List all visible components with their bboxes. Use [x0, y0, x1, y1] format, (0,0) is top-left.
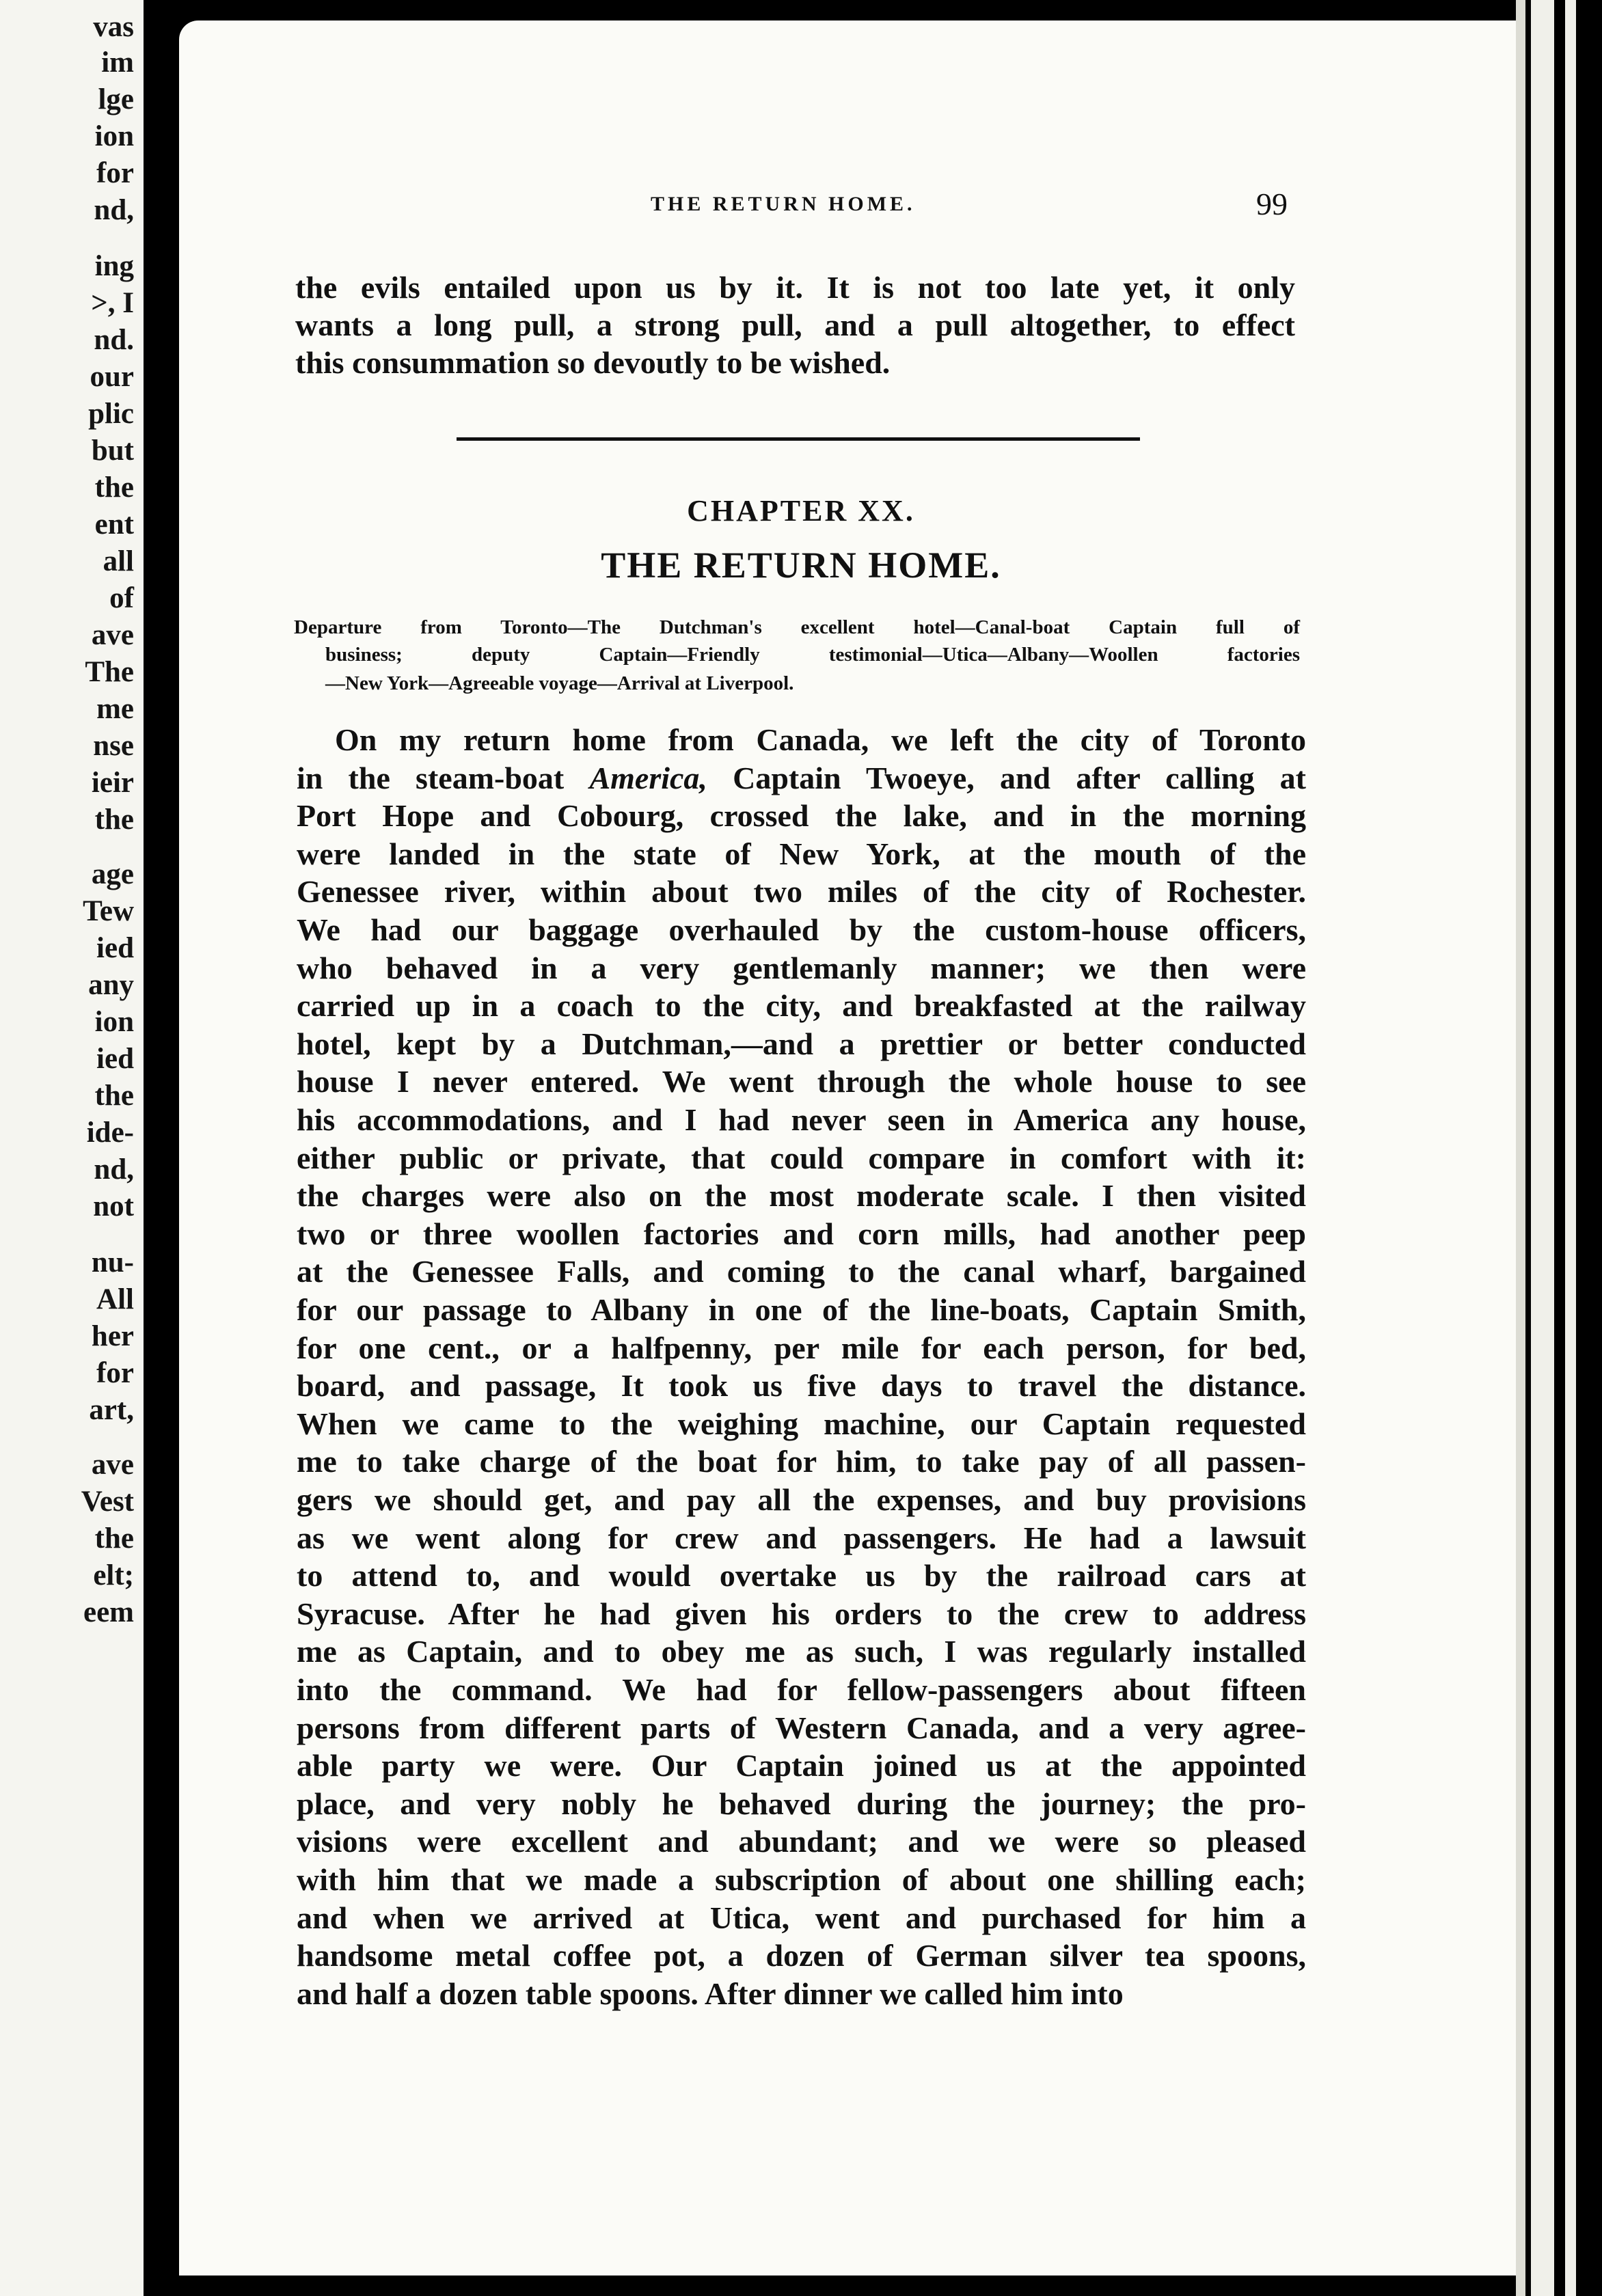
chapter-synopsis-line: Departure from Toronto—The Dutchman's excellent hotel—Canal-boat Captain full of [294, 616, 1300, 638]
body-line: were landed in the state of New York, at the mouth of the [297, 836, 1306, 871]
body-line: house I never entered. We went through the whole house to see [297, 1064, 1306, 1099]
section-divider [457, 437, 1140, 441]
body-line: into the command. We had for fellow-passengers about fifteen [297, 1672, 1306, 1707]
body-line: me as Captain, and to obey me as such, I was regularly installed [297, 1634, 1306, 1669]
body-line: me to take charge of the boat for him, to take pay of all passen- [297, 1444, 1306, 1479]
facing-page-fragment-text: all [103, 545, 134, 577]
page-edge [1516, 0, 1525, 2296]
body-line: who behaved in a very gentlemanly manner; we then were [297, 951, 1306, 985]
facing-page-fragment-text: lge [98, 83, 134, 115]
facing-page-fragment-text: ide- [86, 1117, 134, 1149]
facing-page-fragment-text: Vest [81, 1486, 134, 1518]
facing-page-fragment-text: the [94, 1080, 134, 1112]
body-line: two or three woollen factories and corn mills, had another peep [297, 1216, 1306, 1251]
facing-page-fragment-text: her [91, 1320, 134, 1352]
continuation-line: this consummation so devoutly to be wished. [295, 345, 891, 380]
body-line: the charges were also on the most moderate scale. I then visited [297, 1178, 1306, 1213]
facing-page-fragment-text: our [90, 361, 134, 393]
facing-page-fragment-text: nd, [94, 194, 134, 226]
body-line: place, and very nobly he behaved during the journey; the pro- [297, 1786, 1306, 1821]
facing-page-fragment-text: for [96, 1357, 134, 1389]
page-edge [1565, 0, 1576, 2296]
facing-page-fragment-text: ing [94, 250, 134, 282]
facing-page-fragment-text: the [94, 472, 134, 504]
facing-page-fragment-text: elt; [93, 1559, 134, 1591]
body-line: at the Genessee Falls, and coming to the canal wharf, bargained [297, 1254, 1306, 1289]
body-line [297, 763, 1306, 794]
continuation-line: wants a long pull, a strong pull, and a pull altogether, to effect [295, 308, 1295, 342]
chapter-synopsis-line: business; deputy Captain—Friendly testimonial—Utica—Albany—Woollen factories [325, 644, 1300, 666]
body-line: to attend to, and would overtake us by the railroad cars at [297, 1558, 1306, 1593]
page-edge [1531, 0, 1554, 2296]
facing-page-fragment-text: ent [94, 508, 134, 541]
facing-page-fragment-text: >, I [91, 287, 134, 319]
body-line: for our passage to Albany in one of the line-boats, Captain Smith, [297, 1292, 1306, 1327]
facing-page-fragment-text: ave [91, 619, 134, 651]
body-line: hotel, kept by a Dutchman,—and a prettier or better conducted [297, 1026, 1306, 1061]
facing-page-fragment-text: vas [93, 11, 134, 43]
facing-page-fragment-text: eem [83, 1596, 134, 1628]
body-line-text: Captain Twoeye, and after calling at [707, 761, 1306, 795]
body-line: On my return home from Canada, we left the city of Toronto [335, 722, 1306, 757]
body-line: visions were excellent and abundant; and we were so pleased [297, 1824, 1306, 1859]
body-line: with him that we made a subscription of about one shilling each; [297, 1862, 1306, 1897]
page-number: 99 [1256, 187, 1288, 221]
ship-name: America, [589, 761, 707, 795]
facing-page-fragment-text: ied [96, 1043, 134, 1075]
continuation-line: the evils entailed upon us by it. It is not too late yet, it only [295, 270, 1295, 305]
facing-page-fragment-text: All [96, 1283, 134, 1315]
facing-page-fragment-text: of [109, 582, 134, 614]
body-line: carried up in a coach to the city, and breakfasted at the railway [297, 988, 1306, 1023]
facing-page-fragment-text: nse [93, 730, 134, 762]
body-line: and half a dozen table spoons. After dinner we called him into [297, 1976, 1124, 2011]
body-line: We had our baggage overhauled by the custom-house officers, [297, 912, 1306, 947]
facing-page-fragment-text: any [88, 969, 134, 1001]
facing-page-fragment-text: the [94, 804, 134, 836]
facing-page-fragment-text: ion [94, 1006, 134, 1038]
body-line: Genessee river, within about two miles of the city of Rochester. [297, 874, 1306, 909]
facing-page-fragment-text: The [85, 656, 134, 688]
facing-page-fragment-text: for [96, 157, 134, 189]
chapter-title: THE RETURN HOME. [601, 545, 1001, 586]
body-line: either public or private, that could compare in comfort with it: [297, 1140, 1306, 1175]
facing-page-fragment-text: ion [94, 120, 134, 152]
body-line: for one cent., or a halfpenny, per mile for each person, for bed, [297, 1330, 1306, 1365]
body-line: When we came to the weighing machine, our Captain requested [297, 1406, 1306, 1441]
body-line: board, and passage, It took us five days to travel the distance. [297, 1368, 1306, 1403]
facing-page-fragment-text: not [93, 1190, 134, 1222]
facing-page-fragment-text: age [91, 858, 134, 890]
body-line-text: in the steam-boat [297, 761, 590, 795]
body-line: Syracuse. After he had given his orders to the crew to address [297, 1596, 1306, 1631]
facing-page-fragment-text: Tew [83, 895, 134, 927]
body-line: persons from different parts of Western Canada, and a very agree- [297, 1710, 1306, 1745]
chapter-synopsis-line: —New York—Agreeable voyage—Arrival at Liverpool. [325, 672, 794, 694]
body-line: gers we should get, and pay all the expenses, and buy provisions [297, 1482, 1306, 1517]
body-line: and when we arrived at Utica, went and purchased for him a [297, 1900, 1306, 1935]
body-line: his accommodations, and I had never seen in America any house, [297, 1102, 1306, 1137]
running-head: THE RETURN HOME. [651, 193, 916, 215]
facing-page-fragment-text: nu- [91, 1246, 134, 1279]
chapter-number: CHAPTER XX. [687, 494, 915, 528]
body-line: handsome metal coffee pot, a dozen of German silver tea spoons, [297, 1938, 1306, 1973]
facing-page-fragment [0, 0, 144, 2296]
facing-page-fragment-text: im [101, 46, 134, 79]
body-line: Port Hope and Cobourg, crossed the lake, and in the morning [297, 798, 1306, 833]
body-line: able party we were. Our Captain joined us at the appointed [297, 1748, 1306, 1783]
facing-page-fragment-text: nd, [94, 1153, 134, 1186]
facing-page-fragment-text: art, [89, 1394, 134, 1426]
facing-page-fragment-text: the [94, 1522, 134, 1555]
facing-page-fragment-text: plic [88, 398, 134, 430]
facing-page-fragment-text: ied [96, 932, 134, 964]
facing-page-fragment-text: ave [91, 1449, 134, 1481]
facing-page-fragment-text: ieir [91, 767, 134, 799]
facing-page-fragment-text: me [96, 693, 134, 725]
body-line: as we went along for crew and passengers. He had a lawsuit [297, 1520, 1306, 1555]
facing-page-fragment-text: but [91, 435, 134, 467]
facing-page-fragment-text: nd. [94, 324, 134, 356]
